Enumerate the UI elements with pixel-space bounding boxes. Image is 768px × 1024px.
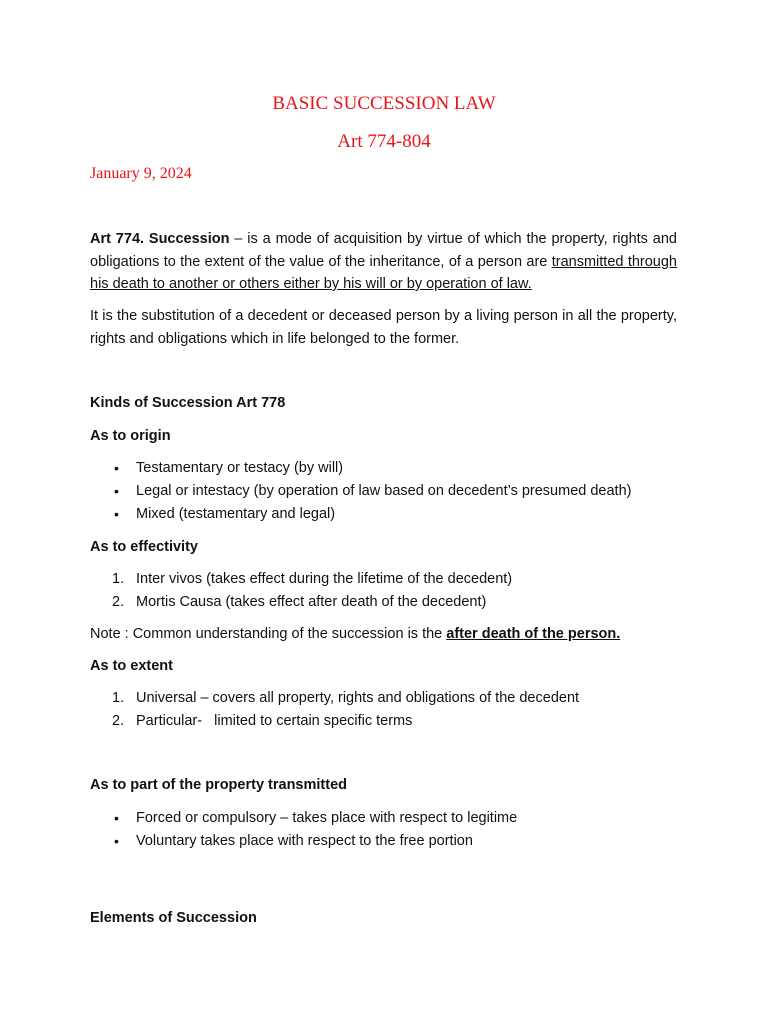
article-range: Art 774-804 [337, 131, 431, 152]
part-list [90, 807, 517, 853]
art774-label: Art 774. Succession [90, 231, 230, 247]
origin-list [90, 457, 631, 525]
part-heading: As to part of the property transmitted [90, 777, 347, 793]
list-item: • Mixed (testamentary and legal) [90, 503, 631, 526]
bullet-icon: • [114, 832, 119, 849]
list-item: 2. Particular- limited to certain specific terms [112, 712, 413, 729]
list-item: • Voluntary takes place with respect to the free portion [90, 830, 517, 853]
effectivity-heading: As to effectivity [90, 539, 198, 555]
list-item: • Legal or intestacy (by operation of law based on decedent’s presumed death) [90, 480, 631, 503]
bullet-icon: • [114, 810, 119, 826]
extent-list [90, 687, 579, 733]
list-item: • Testamentary or testacy (by will) [90, 457, 631, 480]
note-emphasis: after death of the person. [446, 626, 621, 642]
effectivity-list [90, 568, 512, 614]
extent-heading: As to extent [90, 658, 173, 674]
bullet-icon: • [114, 460, 119, 476]
elements-heading: Elements of Succession [90, 910, 257, 926]
note-paragraph: Note : Common understanding of the succession is the after death of the person. [90, 626, 621, 642]
art774-paragraph [90, 228, 677, 296]
art774-text: – is a mode of acquisition by virtue of which the property, rights and obligations to the extent of the value of the inheritance, of a person are [90, 231, 677, 270]
document-title: BASIC SUCCESSION LAW [272, 93, 496, 114]
bullet-icon: • [114, 505, 119, 522]
substitution-paragraph: It is the substitution of a decedent or deceased person by a living person in all the property, rights and obligations which in life belonged to the former. [90, 308, 677, 347]
kinds-heading: Kinds of Succession Art 778 [90, 395, 286, 411]
bullet-icon: • [114, 482, 119, 499]
list-item: 2. Mortis Causa (takes effect after death of the decedent) [112, 593, 487, 610]
list-item: 1. Inter vivos (takes effect during the lifetime of the decedent) [112, 571, 513, 587]
list-item: 1. Universal – covers all property, rights and obligations of the decedent [112, 690, 580, 706]
document-date: January 9, 2024 [90, 165, 192, 182]
origin-heading: As to origin [90, 428, 171, 444]
list-item: • Forced or compulsory – takes place with respect to legitime [90, 807, 517, 830]
art774-underlined-text: transmitted through his death to another or others either by his will or by operation of law. [90, 253, 677, 292]
